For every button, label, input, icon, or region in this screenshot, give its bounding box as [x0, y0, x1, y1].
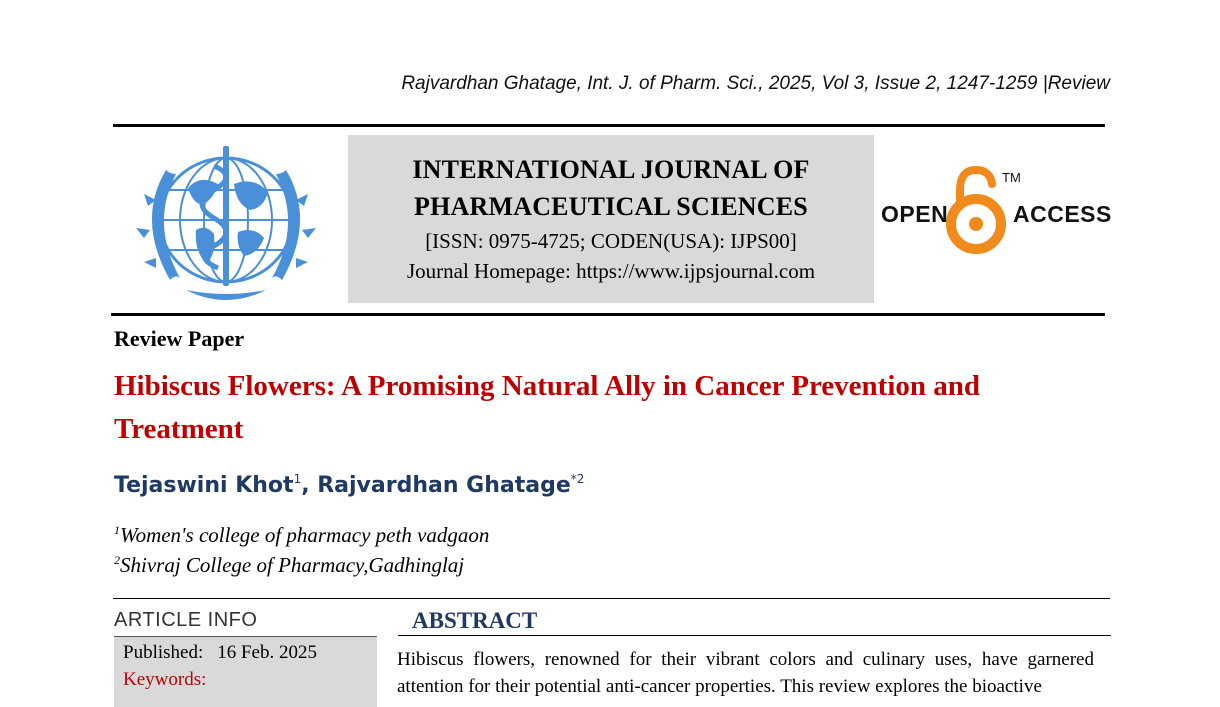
- published-date: 16 Feb. 2025: [217, 642, 317, 663]
- journal-issn: [ISSN: 0975-4725; CODEN(USA): IJPS00]: [425, 229, 797, 253]
- open-access-open-text: OPEN: [881, 201, 949, 227]
- journal-homepage[interactable]: Journal Homepage: https://www.ijpsjournal.com: [406, 259, 816, 283]
- open-access-access-text: ACCESS: [1013, 201, 1112, 227]
- header-rule-top: [113, 124, 1105, 127]
- affiliation-text: Women's college of pharmacy peth vadgaon: [120, 523, 490, 547]
- journal-name-line1: INTERNATIONAL JOURNAL OF: [412, 155, 810, 184]
- author-affiliation-mark: 1: [293, 472, 302, 486]
- journal-name: [348, 151, 874, 225]
- article-info-box: [114, 636, 377, 707]
- running-header: Rajvardhan Ghatage, Int. J. of Pharm. Sci., 2025, Vol 3, Issue 2, 1247-1259 |Review: [401, 73, 1110, 94]
- article-title: Hibiscus Flowers: A Promising Natural Ally in Cancer Prevention and Treatment: [114, 370, 981, 445]
- abstract-rule: [398, 635, 1111, 636]
- who-emblem-icon: [126, 140, 326, 305]
- author-name[interactable]: Rajvardhan Ghatage: [317, 473, 571, 498]
- author-list: [114, 472, 584, 498]
- affiliation-2: [114, 553, 464, 578]
- published-line: [123, 642, 317, 664]
- open-access-trademark: TM: [1002, 170, 1021, 185]
- affiliation-mark: 1: [114, 523, 120, 537]
- journal-name-line2: PHARMACEUTICAL SCIENCES: [414, 192, 808, 221]
- section-divider: [113, 598, 1110, 599]
- abstract-text: Hibiscus flowers, renowned for their vibrant colors and culinary uses, have garnered attention for their potential anti-cancer properties. This review explores the bioactive: [397, 649, 1094, 697]
- affiliation-1: [114, 523, 489, 548]
- author-separator: ,: [301, 473, 318, 498]
- header-rule-bottom: [111, 313, 1105, 316]
- affiliation-mark: 2: [114, 553, 120, 567]
- published-label: Published:: [123, 642, 204, 663]
- paper-type: Review Paper: [114, 326, 245, 351]
- author-name[interactable]: Tejaswini Khot: [114, 473, 294, 498]
- keywords-label: Keywords:: [123, 669, 207, 690]
- affiliation-text: Shivraj College of Pharmacy,Gadhinglaj: [120, 553, 465, 577]
- author-affiliation-mark: *2: [570, 472, 585, 486]
- article-info-heading: ARTICLE INFO: [114, 609, 258, 631]
- journal-masthead: [348, 135, 874, 303]
- abstract-heading: ABSTRACT: [412, 608, 538, 633]
